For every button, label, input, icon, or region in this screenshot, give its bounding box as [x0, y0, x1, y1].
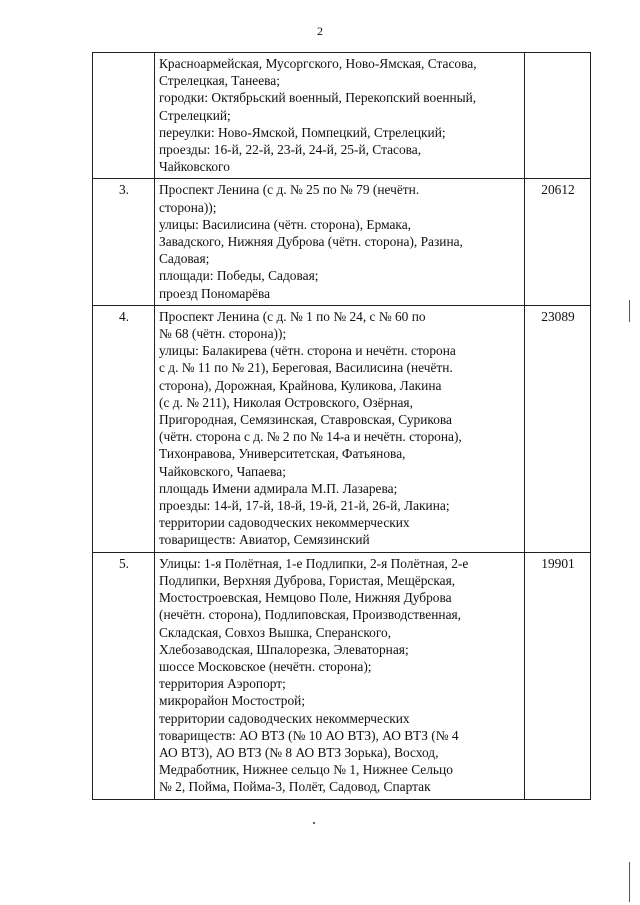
- description-line: Проспект Ленина (с д. № 1 по № 24, с № 60 по: [159, 308, 426, 324]
- description-line: № 2, Пойма, Пойма-3, Полёт, Садовод, Спартак: [159, 779, 431, 795]
- description-line: площади: Победы, Садовая;: [159, 268, 319, 284]
- row-number-cell: 3.: [93, 179, 155, 305]
- row-number-cell: [93, 53, 155, 179]
- description-line: территории садоводческих некоммерческих: [159, 515, 410, 531]
- description-line: Чайковского: [159, 159, 230, 175]
- description-line: (нечётн. сторона), Подлиповская, Производственная,: [159, 607, 462, 623]
- description-line: Медработник, Нижнее сельцо № 1, Нижнее Сельцо: [159, 762, 453, 778]
- description-line: товариществ: Авиатор, Семязинский: [159, 532, 370, 548]
- row-description-cell: [155, 305, 525, 552]
- description-line: территории садоводческих некоммерческих: [159, 710, 410, 726]
- description-line: Мостостроевская, Немцово Поле, Нижняя Дуброва: [159, 590, 452, 606]
- description-line: переулки: Ново-Ямской, Помпецкий, Стрелецкий;: [159, 124, 446, 140]
- description-line: Складская, Совхоз Вышка, Сперанского,: [159, 624, 392, 640]
- scan-edge-mark: [629, 300, 630, 322]
- description-line: Тихонравова, Университетская, Фатьянова,: [159, 446, 406, 462]
- description-line: (чётн. сторона с д. № 2 по № 14-а и нечётн. сторона),: [159, 429, 462, 445]
- table-row: [93, 53, 591, 179]
- row-description-cell: [155, 552, 525, 799]
- districts-table: [92, 52, 591, 800]
- description-line: Улицы: 1-я Полётная, 1-е Подлипки, 2-я Полётная, 2-е: [159, 555, 469, 571]
- row-value-cell: 19901: [525, 552, 591, 799]
- description-line: Завадского, Нижняя Дуброва (чётн. сторона), Разина,: [159, 234, 463, 250]
- row-number-cell: 4.: [93, 305, 155, 552]
- row-value-cell: [525, 53, 591, 179]
- row-description-cell: [155, 179, 525, 305]
- description-line: шоссе Московское (нечётн. сторона);: [159, 658, 372, 674]
- description-line: Красноармейская, Мусоргского, Ново-Ямская, Стасова,: [159, 56, 477, 71]
- description-line: АО ВТЗ), АО ВТЗ (№ 8 АО ВТЗ Зорька), Восход,: [159, 744, 439, 760]
- description-line: № 68 (чётн. сторона));: [159, 326, 287, 342]
- description-line: Чайковского, Чапаева;: [159, 463, 286, 479]
- table-row: [93, 179, 591, 305]
- description-line: Стрелецкий;: [159, 107, 231, 123]
- description-line: с д. № 11 по № 21), Береговая, Василисина (нечётн.: [159, 360, 453, 376]
- description-line: сторона));: [159, 199, 217, 215]
- description-line: Пригородная, Семязинская, Ставровская, Сурикова: [159, 412, 452, 428]
- table-row: [93, 552, 591, 799]
- description-line: Стрелецкая, Танеева;: [159, 73, 280, 89]
- description-line: площадь Имени адмирала М.П. Лазарева;: [159, 480, 398, 496]
- row-value-cell: 23089: [525, 305, 591, 552]
- description-line: проезд Пономарёва: [159, 285, 271, 301]
- description-line: Хлебозаводская, Шпалорезка, Элеваторная;: [159, 641, 409, 657]
- description-line: улицы: Василисина (чётн. сторона), Ермака,: [159, 216, 411, 232]
- description-line: Садовая;: [159, 251, 210, 267]
- scan-speck: [313, 822, 315, 824]
- description-line: микрорайон Мостострой;: [159, 693, 306, 709]
- description-line: городки: Октябрьский военный, Перекопский военный,: [159, 90, 477, 106]
- description-line: сторона), Дорожная, Крайнова, Куликова, Лакина: [159, 377, 442, 393]
- row-description-cell: [155, 53, 525, 179]
- description-line: проезды: 14-й, 17-й, 18-й, 19-й, 21-й, 26-й, Лакина;: [159, 498, 450, 514]
- row-value-cell: 20612: [525, 179, 591, 305]
- districts-table-body: [93, 53, 591, 800]
- description-line: проезды: 16-й, 22-й, 23-й, 24-й, 25-й, Стасова,: [159, 142, 422, 158]
- table-row: [93, 305, 591, 552]
- description-line: территория Аэропорт;: [159, 676, 286, 692]
- row-number-cell: 5.: [93, 552, 155, 799]
- page-number: 2: [317, 24, 323, 38]
- description-line: товариществ: АО ВТЗ (№ 10 АО ВТЗ), АО ВТЗ (№ 4: [159, 727, 459, 743]
- description-line: Проспект Ленина (с д. № 25 по № 79 (нечётн.: [159, 182, 420, 198]
- description-line: (с д. № 211), Николая Островского, Озёрная,: [159, 394, 413, 410]
- scan-edge-mark: [629, 862, 630, 902]
- description-line: улицы: Балакирева (чётн. сторона и нечётн. сторона: [159, 343, 456, 359]
- description-line: Подлипки, Верхняя Дуброва, Гористая, Мещёрская,: [159, 572, 456, 588]
